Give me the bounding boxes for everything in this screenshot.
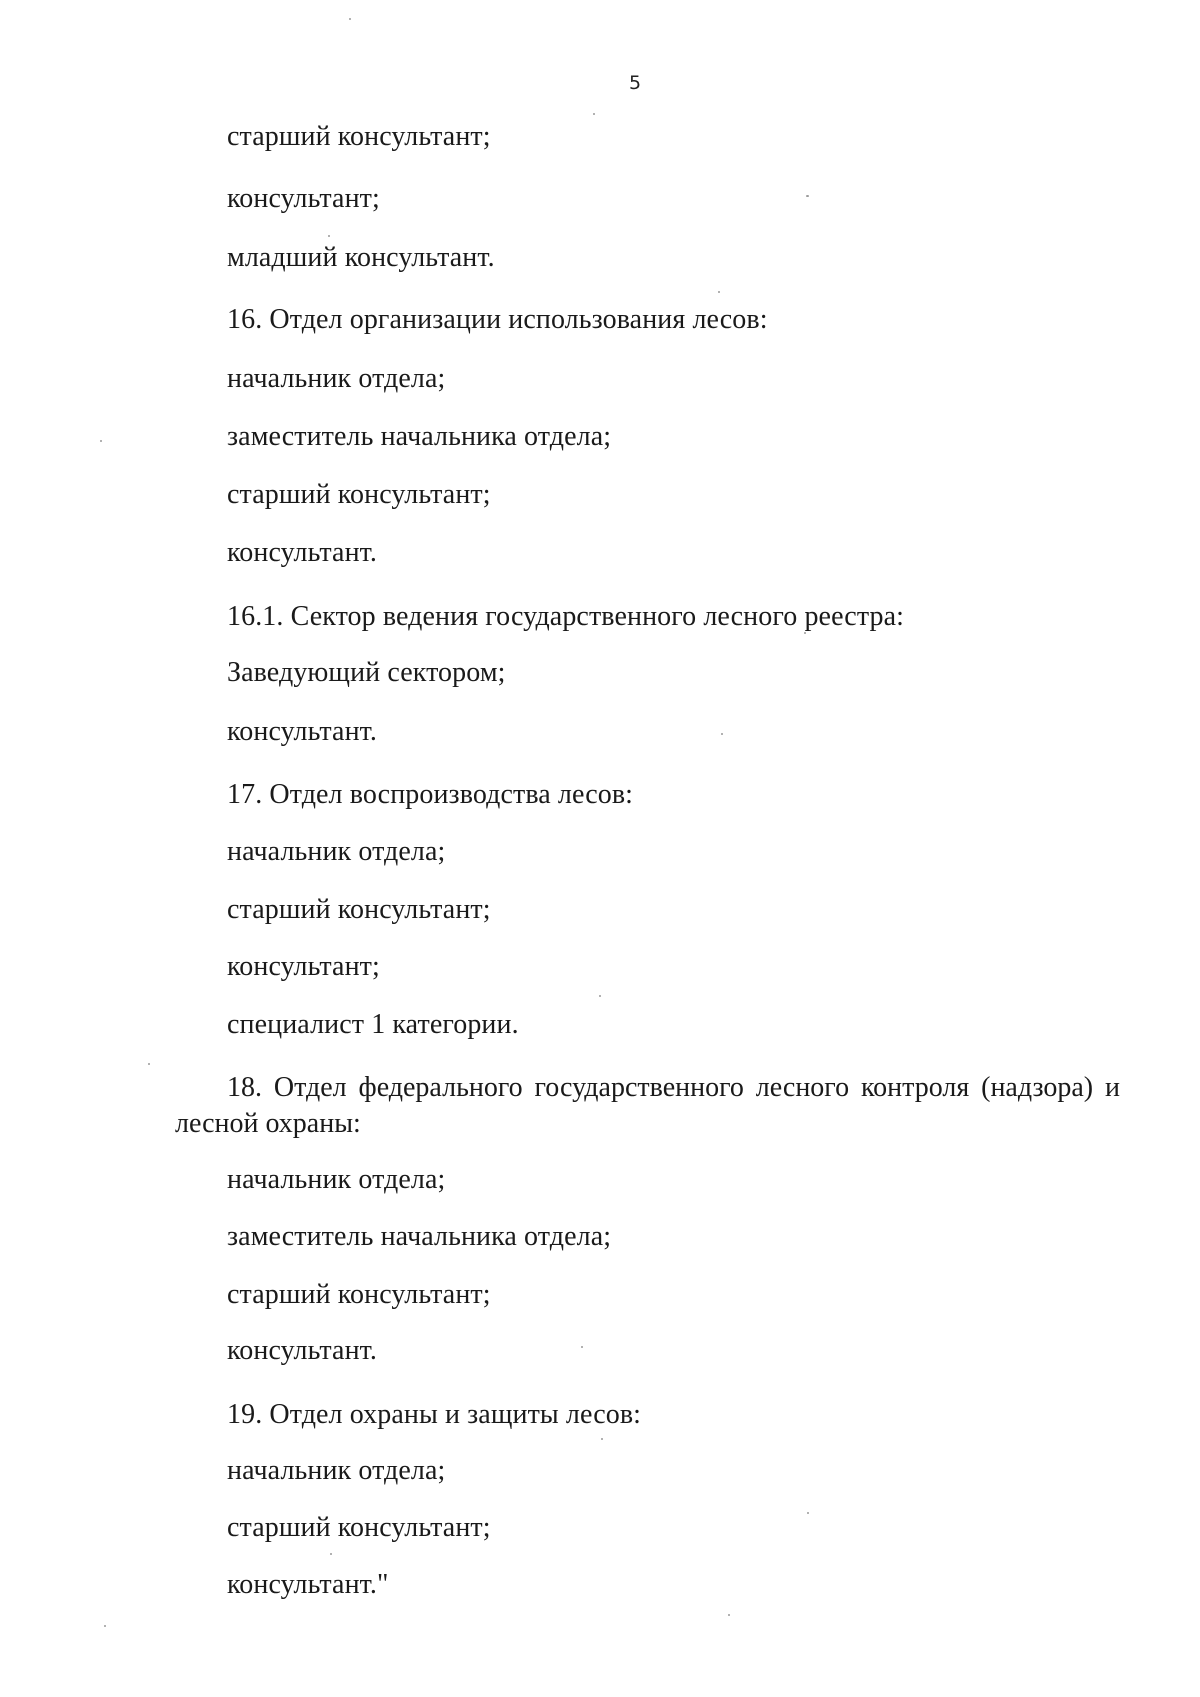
text-line: заместитель начальника отдела; xyxy=(227,421,612,452)
text-line: старший консультант; xyxy=(227,479,491,510)
scan-speck xyxy=(593,113,595,115)
section-heading: 16. Отдел организации использования лесов: xyxy=(227,304,768,335)
scan-speck xyxy=(349,18,351,20)
text-line: консультант. xyxy=(227,537,377,568)
scan-speck xyxy=(581,1346,583,1348)
text-line: начальник отдела; xyxy=(227,1455,446,1486)
text-line: консультант; xyxy=(227,183,380,214)
text-line: старший консультант; xyxy=(227,894,491,925)
section-heading: 17. Отдел воспроизводства лесов: xyxy=(227,779,634,810)
text-line: консультант." xyxy=(227,1569,389,1600)
text-line: старший консультант; xyxy=(227,1512,491,1543)
scan-speck xyxy=(104,1625,106,1627)
text-line: старший консультант; xyxy=(227,1279,491,1310)
scan-speck xyxy=(100,440,102,442)
text-line: старший консультант; xyxy=(227,121,491,152)
section-heading: 19. Отдел охраны и защиты лесов: xyxy=(227,1399,642,1430)
scan-speck xyxy=(718,291,720,293)
scan-speck xyxy=(330,1553,332,1555)
text-line: консультант; xyxy=(227,951,380,982)
text-line: специалист 1 категории. xyxy=(227,1009,519,1040)
text-line: начальник отдела; xyxy=(227,1164,446,1195)
section-heading: 16.1. Сектор ведения государственного лесного реестра: xyxy=(227,601,905,632)
scan-speck xyxy=(599,995,601,997)
scan-speck xyxy=(807,1512,809,1514)
scan-speck xyxy=(148,1063,150,1065)
scan-speck xyxy=(721,733,723,735)
text-line: младший консультант. xyxy=(227,242,495,273)
scan-speck xyxy=(806,195,809,197)
text-line: начальник отдела; xyxy=(227,363,446,394)
text-line: Заведующий сектором; xyxy=(227,657,506,688)
text-line: начальник отдела; xyxy=(227,836,446,867)
scan-speck xyxy=(804,632,806,634)
text-line: консультант. xyxy=(227,1335,377,1366)
scan-speck xyxy=(728,1614,730,1616)
page-number: 5 xyxy=(629,72,642,94)
text-line: консультант. xyxy=(227,716,377,747)
text-line: заместитель начальника отдела; xyxy=(227,1221,612,1252)
scan-speck xyxy=(601,1438,603,1440)
section-heading: 18. Отдел федерального государственного лесного контроля (надзора) и лесной охраны: xyxy=(175,1072,1120,1139)
scan-speck xyxy=(328,235,330,237)
